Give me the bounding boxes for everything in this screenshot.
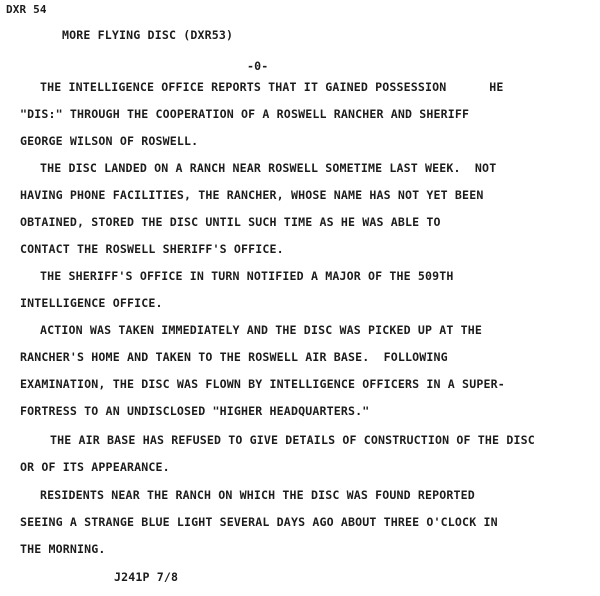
paragraph-4-line-4: FORTRESS TO AN UNDISCLOSED "HIGHER HEADQUARTERS." <box>20 404 370 418</box>
paragraph-6-line-1: RESIDENTS NEAR THE RANCH ON WHICH THE DISC WAS FOUND REPORTED <box>40 488 475 502</box>
section-divider: -0- <box>247 59 269 73</box>
paragraph-1-line-2: "DIS:" THROUGH THE COOPERATION OF A ROSWELL RANCHER AND SHERIFF <box>20 107 470 121</box>
paragraph-3-line-1: THE SHERIFF'S OFFICE IN TURN NOTIFIED A MAJOR OF THE 509TH <box>40 269 454 283</box>
paragraph-5-line-2: OR OF ITS APPEARANCE. <box>20 460 170 474</box>
document-slug: DXR 54 <box>6 3 47 16</box>
paragraph-5-line-1: THE AIR BASE HAS REFUSED TO GIVE DETAILS OF CONSTRUCTION OF THE DISC <box>50 433 535 447</box>
paragraph-2-line-3: OBTAINED, STORED THE DISC UNTIL SUCH TIME AS HE WAS ABLE TO <box>20 215 441 229</box>
paragraph-6-line-2: SEEING A STRANGE BLUE LIGHT SEVERAL DAYS AGO ABOUT THREE O'CLOCK IN <box>20 515 498 529</box>
paragraph-4-line-2: RANCHER'S HOME AND TAKEN TO THE ROSWELL AIR BASE. FOLLOWING <box>20 350 448 364</box>
paragraph-1-line-1: THE INTELLIGENCE OFFICE REPORTS THAT IT GAINED POSSESSION HE <box>40 80 504 94</box>
paragraph-4-line-3: EXAMINATION, THE DISC WAS FLOWN BY INTELLIGENCE OFFICERS IN A SUPER- <box>20 377 505 391</box>
paragraph-4-line-1: ACTION WAS TAKEN IMMEDIATELY AND THE DISC WAS PICKED UP AT THE <box>40 323 483 337</box>
paragraph-2-line-1: THE DISC LANDED ON A RANCH NEAR ROSWELL SOMETIME LAST WEEK. NOT <box>40 161 497 175</box>
paragraph-1-line-3: GEORGE WILSON OF ROSWELL. <box>20 134 199 148</box>
paragraph-6-line-3: THE MORNING. <box>20 542 106 556</box>
paragraph-3-line-2: INTELLIGENCE OFFICE. <box>20 296 163 310</box>
document-title: MORE FLYING DISC (DXR53) <box>62 28 234 42</box>
paragraph-2-line-2: HAVING PHONE FACILITIES, THE RANCHER, WHOSE NAME HAS NOT YET BEEN <box>20 188 484 202</box>
paragraph-2-line-4: CONTACT THE ROSWELL SHERIFF'S OFFICE. <box>20 242 284 256</box>
closing-code: J241P 7/8 <box>114 570 179 584</box>
